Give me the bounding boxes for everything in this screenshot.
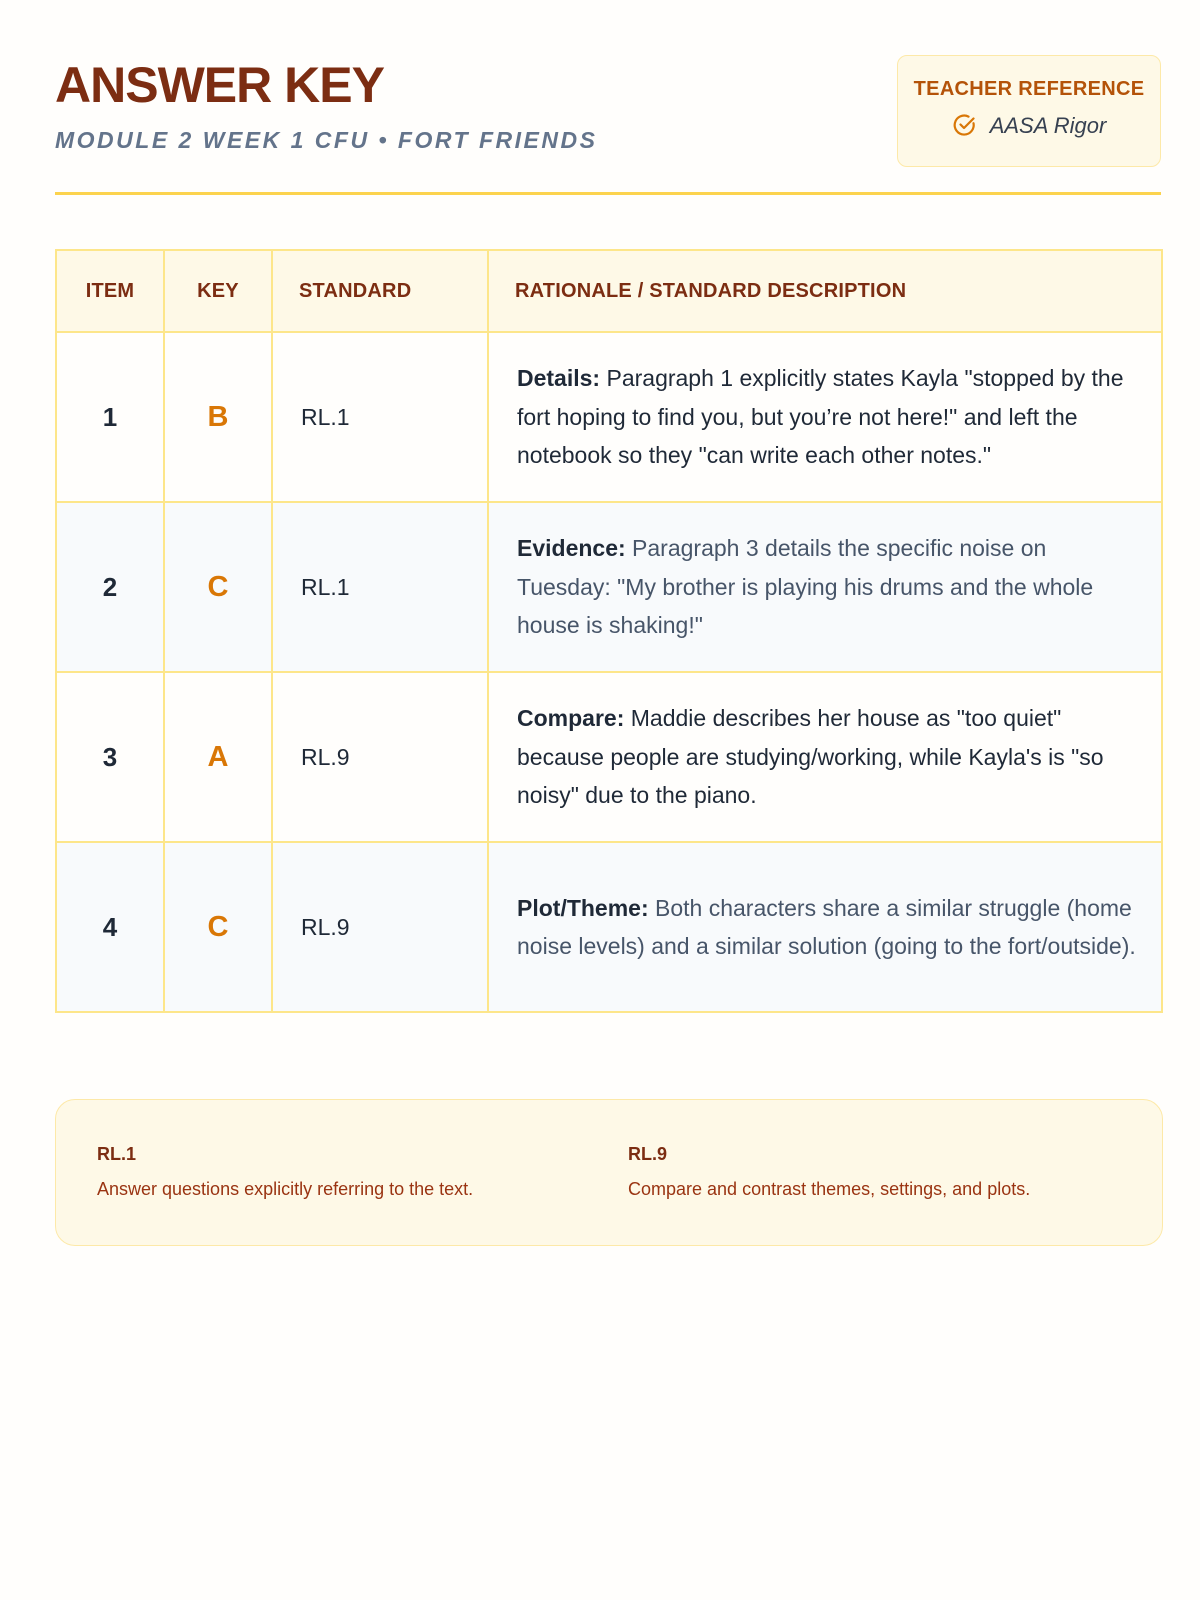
answer-key: C (164, 502, 272, 672)
rationale-label: Compare: (517, 705, 625, 732)
table-row (56, 842, 1162, 1012)
rationale-label: Details: (517, 365, 601, 392)
header-standard: STANDARD (272, 250, 488, 332)
answer-key: C (164, 842, 272, 1012)
page-title: ANSWER KEY (55, 57, 384, 113)
item-number: 3 (56, 672, 164, 842)
standard-code: RL.1 (272, 502, 488, 672)
rigor-label (898, 112, 1160, 139)
header-item: ITEM (56, 250, 164, 332)
check-circle-icon (952, 112, 978, 138)
standard-legend-item (628, 1144, 1128, 1200)
standard-legend-code: RL.1 (97, 1144, 137, 1164)
standard-legend-code: RL.9 (628, 1144, 668, 1164)
page-subtitle: MODULE 2 WEEK 1 CFU • FORT FRIENDS (55, 127, 598, 153)
rationale-text: Maddie describes her house as "too quiet" because people are studying/working, while Kayla's is "so noisy" due to the piano. (517, 705, 1104, 809)
table-row (56, 332, 1162, 502)
rationale (488, 332, 1162, 502)
rigor-text: AASA Rigor (989, 113, 1107, 138)
table-header-row (56, 250, 1162, 332)
rationale-text: Paragraph 3 details the specific noise on Tuesday: "My brother is playing his drums and the whole house is shaking!" (517, 535, 1094, 639)
rationale (488, 502, 1162, 672)
standard-code: RL.1 (272, 332, 488, 502)
answer-key: B (164, 332, 272, 502)
rationale-text: Both characters share a similar struggle (home noise levels) and a similar solution (going to the fort/outside). (517, 894, 1136, 959)
item-number: 4 (56, 842, 164, 1012)
answer-key: A (164, 672, 272, 842)
table-row (56, 672, 1162, 842)
header-rationale: RATIONALE / STANDARD DESCRIPTION (488, 250, 1162, 332)
item-number: 2 (56, 502, 164, 672)
teacher-reference-badge (897, 55, 1161, 167)
table-row (56, 502, 1162, 672)
standard-code: RL.9 (272, 672, 488, 842)
header-divider (55, 192, 1161, 195)
rationale-label: Evidence: (517, 535, 626, 562)
standard-legend-description: Answer questions explicitly referring to the text. (97, 1179, 474, 1199)
rationale-text: Paragraph 1 explicitly states Kayla "stopped by the fort hoping to find you, but you’re not here!" and left the notebook so they "can write each other notes." (517, 365, 1124, 469)
rationale-label: Plot/Theme: (517, 894, 649, 921)
item-number: 1 (56, 332, 164, 502)
rationale (488, 842, 1162, 1012)
header (55, 55, 1161, 195)
standard-code: RL.9 (272, 842, 488, 1012)
header-key: KEY (164, 250, 272, 332)
teacher-reference-label: TEACHER REFERENCE (913, 78, 1145, 100)
standard-legend-item (97, 1144, 597, 1200)
standards-legend (55, 1099, 1163, 1246)
answer-key-table (55, 249, 1161, 1013)
standard-legend-description: Compare and contrast themes, settings, and plots. (628, 1179, 1031, 1199)
rationale (488, 672, 1162, 842)
